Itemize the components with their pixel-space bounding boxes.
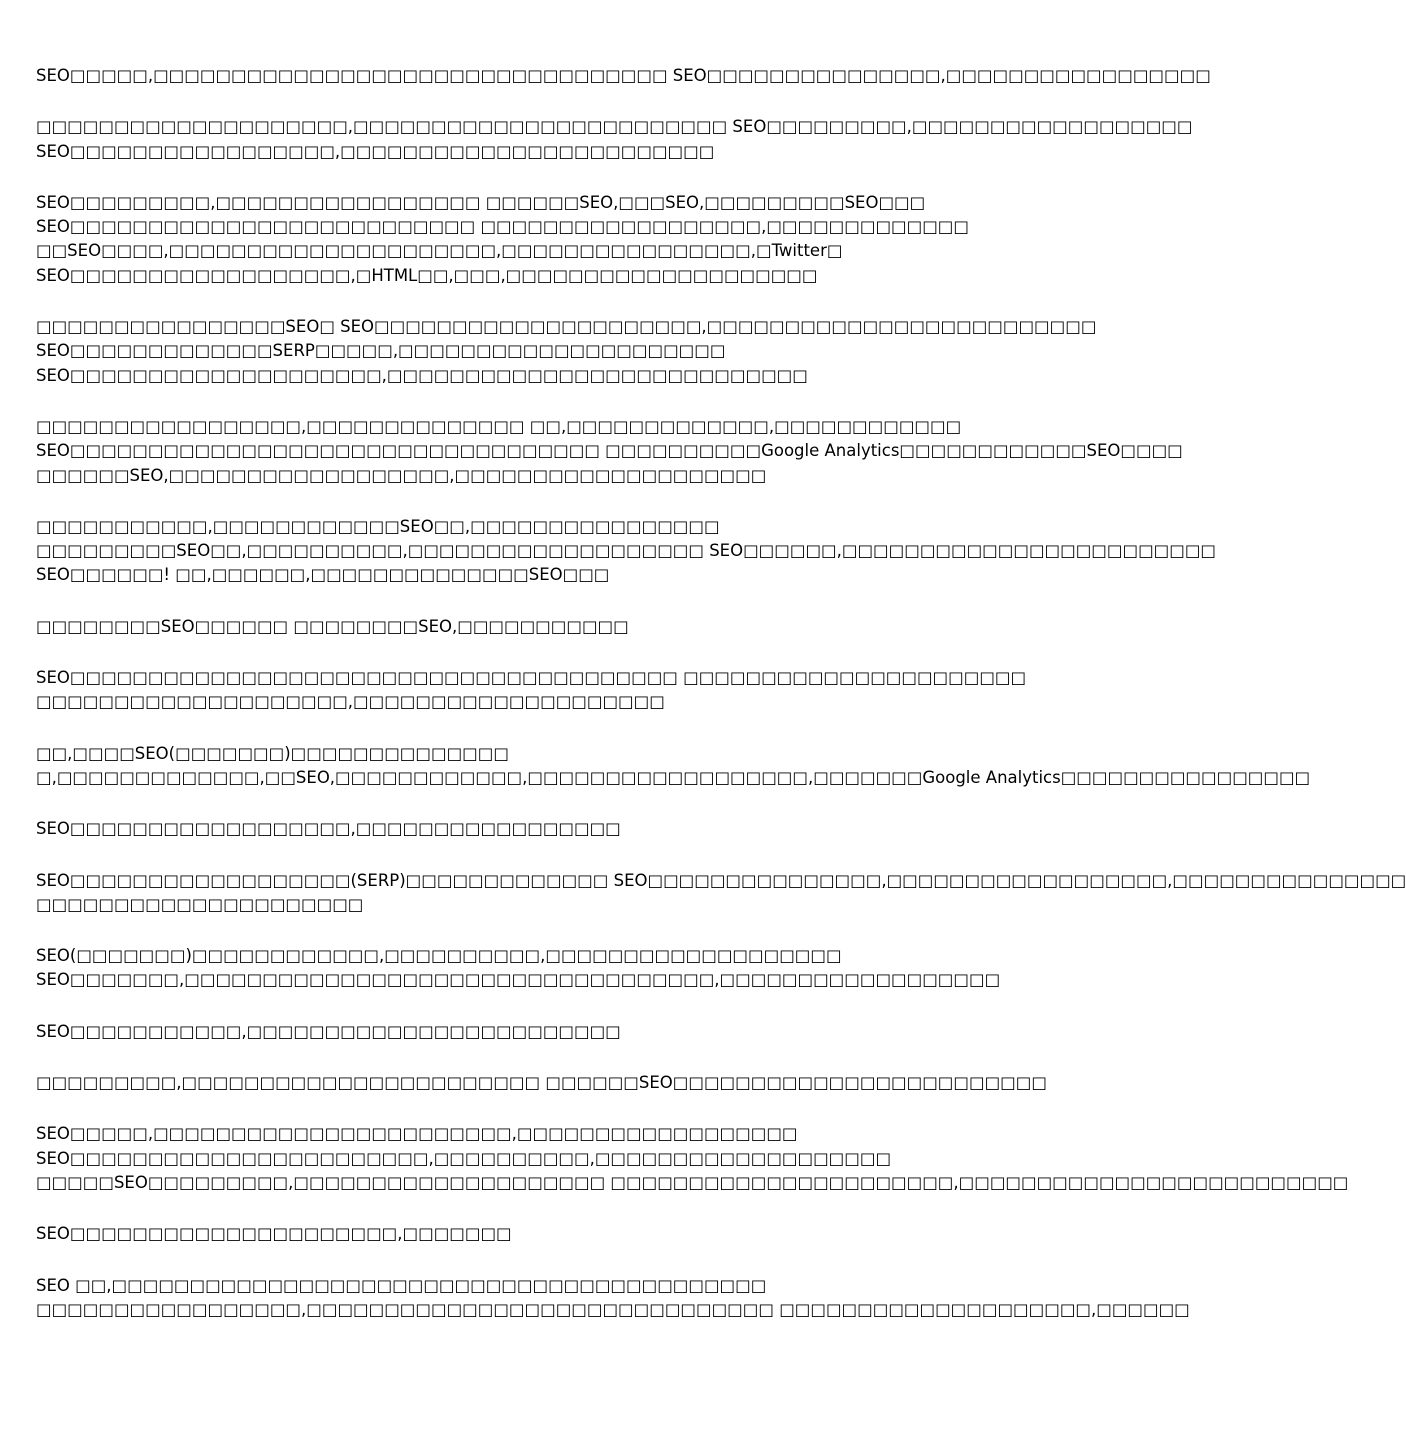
text-line: SEO□□□□□□□□□□□□□□□□□□□□□□□□□□ □□□□□□□□□□□□□□□□□□,□□□□□□□□□□□□□: [36, 217, 969, 237]
paragraph: [36, 115, 1193, 164]
text-line: □□□□□□□□□□□□□□□□□,□□□□□□□□□□□□□□□□□□□□□□□□□□□□□□ □□□□□□□□□□□□□□□□□□□□,□□□□□□: [36, 1299, 1190, 1319]
paragraph: [36, 615, 996, 639]
paragraph: [36, 1222, 996, 1246]
text-line: □□□□□□SEO,□□□□□□□□□□□□□□□□□□,□□□□□□□□□□□□□□□□□□□□: [36, 465, 767, 485]
text-line: □□□□□□□□□□□□□□□□□□□□,□□□□□□□□□□□□□□□□□□□□□□□□ SEO□□□□□□□□□,□□□□□□□□□□□□□□□□□□: [36, 117, 1193, 137]
text-line: SEO□□□□□□□□□□□□□□□□□□,□□□□□□□□□□□□□□□□□: [36, 819, 621, 839]
paragraph: [36, 1071, 1047, 1095]
text-line: □□,□□□□SEO(□□□□□□□)□□□□□□□□□□□□□□: [36, 743, 509, 763]
text-line: SEO □□,□□□□□□□□□□□□□□□□□□□□□□□□□□□□□□□□□□□□□□□□□□: [36, 1275, 767, 1295]
text-line: SEO□□□□□,□□□□□□□□□□□□□□□□□□□□□□□,□□□□□□□□□□□□□□□□□□: [36, 1124, 798, 1144]
text-line: SEO□□□□□□□□□□□□□□□□□□□□□,□□□□□□□: [36, 1224, 512, 1244]
text-line: SEO□□□□□□□□□□□□□□□□□□□□,□□□□□□□□□□□□□□□□□□□□□□□□□□□: [36, 365, 808, 385]
paragraph: [36, 64, 1211, 88]
paragraph: [36, 1122, 1349, 1195]
paragraph: [36, 742, 1311, 791]
paragraph: [36, 869, 1406, 918]
document-body: [36, 64, 1406, 1349]
text-line: □□□□□□□□□,□□□□□□□□□□□□□□□□□□□□□□□ □□□□□□SEO□□□□□□□□□□□□□□□□□□□□□□□□: [36, 1073, 1047, 1093]
text-line: □□□□□□□□□SEO□□,□□□□□□□□□□,□□□□□□□□□□□□□□□□□□□ SEO□□□□□□,□□□□□□□□□□□□□□□□□□□□□□□□: [36, 541, 1217, 561]
text-line: SEO□□□□□□! □□,□□□□□□,□□□□□□□□□□□□□□SEO□□□: [36, 565, 610, 585]
paragraph: [36, 1274, 1190, 1323]
text-line: □□□□□□□□□□□□□□□□SEO□ SEO□□□□□□□□□□□□□□□□□□□□□,□□□□□□□□□□□□□□□□□□□□□□□□□: [36, 317, 1097, 337]
paragraph: [36, 817, 996, 841]
text-line: □□□□□□□□SEO□□□□□□ □□□□□□□□SEO,□□□□□□□□□□□: [36, 616, 629, 636]
text-line: SEO□□□□□,□□□□□□□□□□□□□□□□□□□□□□□□□□□□□□□□□ SEO□□□□□□□□□□□□□□□,□□□□□□□□□□□□□□□□□: [36, 66, 1211, 85]
text-line: SEO□□□□□□□□□□□□□SERP□□□□□,□□□□□□□□□□□□□□□□□□□□□: [36, 341, 726, 361]
text-line: □,□□□□□□□□□□□□□,□□SEO,□□□□□□□□□□□□,□□□□□□□□□□□□□□□□□□,□□□□□□□Google Analytics□□□□□□□□□□□□□□□□: [36, 767, 1311, 787]
paragraph: [36, 415, 1183, 488]
text-line: □□□□□□□□□□□□□□□□□□□□□: [36, 894, 364, 914]
text-line: SEO□□□□□□□□□□□□□□□□□□(SERP)□□□□□□□□□□□□□ SEO□□□□□□□□□□□□□□□,□□□□□□□□□□□□□□□□□□,□□□□□□□□□□□□□□□: [36, 870, 1406, 890]
paragraph: [36, 191, 996, 288]
text-line: SEO□□□□□□□□□□□□□□□□□□,□HTML□□,□□□,□□□□□□□□□□□□□□□□□□□□: [36, 265, 818, 285]
text-line: SEO□□□□□□□□□,□□□□□□□□□□□□□□□□□ □□□□□□SEO,□□□SEO,□□□□□□□□□SEO□□□: [36, 192, 926, 212]
text-line: SEO□□□□□□□□□□□□□□□□□,□□□□□□□□□□□□□□□□□□□□□□□□: [36, 141, 715, 161]
paragraph: [36, 315, 1097, 388]
paragraph: [36, 1020, 996, 1044]
text-line: □□□□□□□□□□□□□□□□□,□□□□□□□□□□□□□□ □□,□□□□□□□□□□□□□,□□□□□□□□□□□□: [36, 416, 962, 436]
text-line: SEO(□□□□□□□)□□□□□□□□□□□□,□□□□□□□□□□,□□□□□□□□□□□□□□□□□□□: [36, 946, 842, 966]
paragraph: [36, 944, 1001, 993]
text-line: SEO□□□□□□□□□□□,□□□□□□□□□□□□□□□□□□□□□□□□: [36, 1021, 621, 1041]
text-line: □□SEO□□□□,□□□□□□□□□□□□□□□□□□□□□,□□□□□□□□□□□□□□□□,□Twitter□: [36, 241, 843, 261]
text-line: SEO□□□□□□□□□□□□□□□□□□□□□□□□□□□□□□□□□□ □□□□□□□□□□Google Analytics□□□□□□□□□□□□SEO□□□□: [36, 441, 1183, 461]
text-line: SEO□□□□□□□□□□□□□□□□□□□□□□□,□□□□□□□□□□,□□□□□□□□□□□□□□□□□□□: [36, 1148, 892, 1168]
text-line: SEO□□□□□□□,□□□□□□□□□□□□□□□□□□□□□□□□□□□□□□□□□□,□□□□□□□□□□□□□□□□□□: [36, 970, 1001, 990]
text-line: □□□□□SEO□□□□□□□□□,□□□□□□□□□□□□□□□□□□□□ □□□□□□□□□□□□□□□□□□□□□□,□□□□□□□□□□□□□□□□□□□□□□□□□: [36, 1172, 1349, 1192]
text-line: □□□□□□□□□□□,□□□□□□□□□□□□SEO□□,□□□□□□□□□□□□□□□□: [36, 516, 720, 536]
text-line: □□□□□□□□□□□□□□□□□□□□,□□□□□□□□□□□□□□□□□□□□: [36, 692, 665, 712]
paragraph: [36, 666, 1027, 715]
paragraph: [36, 515, 1217, 588]
text-line: SEO□□□□□□□□□□□□□□□□□□□□□□□□□□□□□□□□□□□□□□□ □□□□□□□□□□□□□□□□□□□□□□: [36, 668, 1027, 688]
